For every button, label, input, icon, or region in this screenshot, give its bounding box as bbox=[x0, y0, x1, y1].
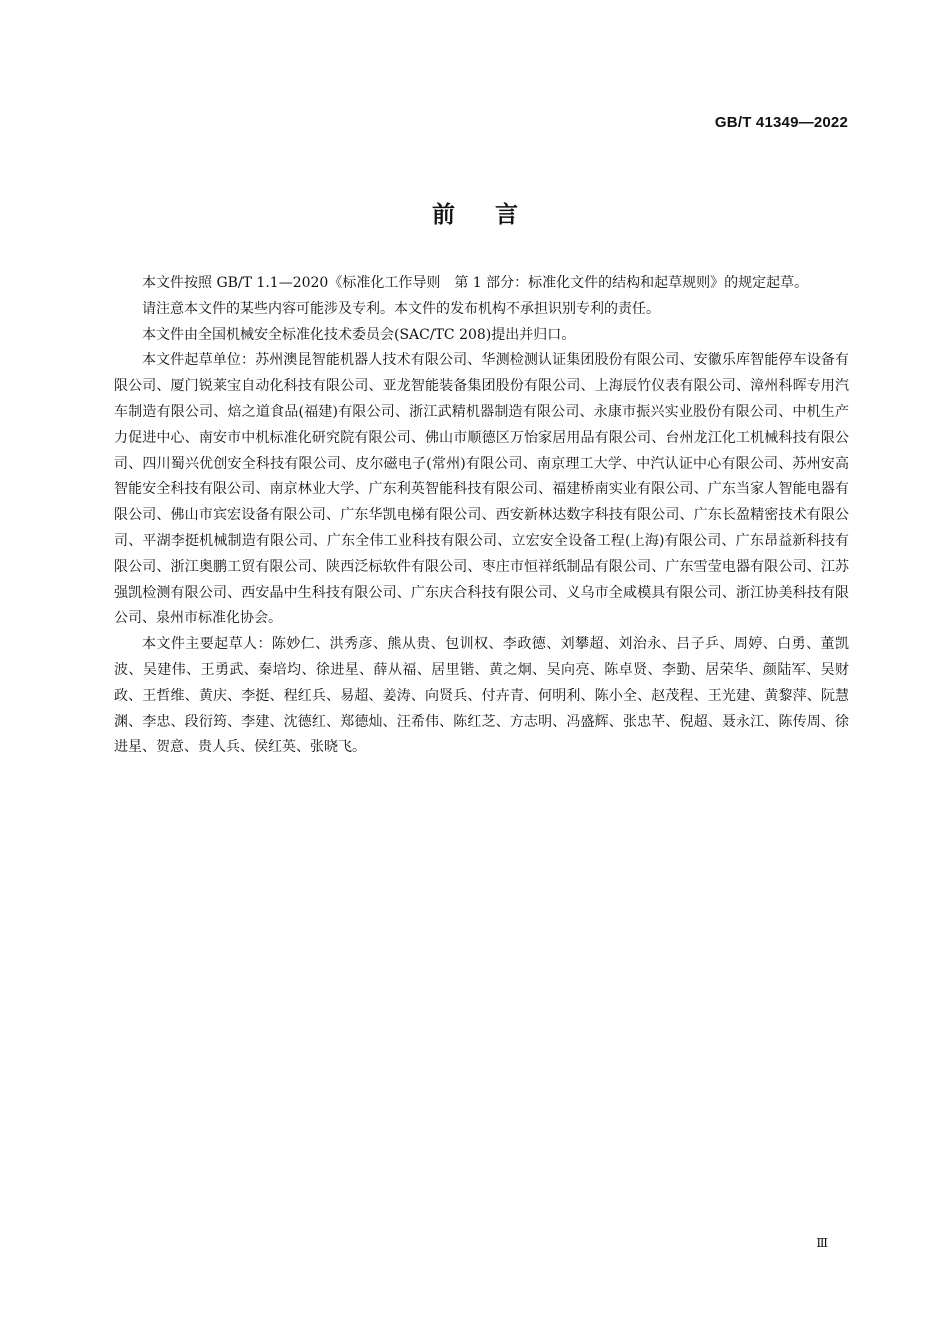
paragraph-patent-notice: 请注意本文件的某些内容可能涉及专利。本文件的发布机构不承担识别专利的责任。 bbox=[142, 300, 660, 317]
document-code: GB/T 41349—2022 bbox=[714, 114, 848, 131]
title-char-1: 前 bbox=[432, 202, 455, 228]
foreword-body bbox=[114, 271, 849, 761]
page-number: Ⅲ bbox=[816, 1236, 828, 1250]
paragraph-drafting-rules: 本文件按照 GB/T 1.1—2020《标准化工作导则 第 1 部分：标准化文件的结构和起草规则》的规定起草。 bbox=[142, 275, 809, 291]
paragraph-committee: 本文件由全国机械安全标准化技术委员会(SAC/TC 208)提出并归口。 bbox=[142, 326, 576, 343]
page-title bbox=[0, 196, 950, 229]
title-char-2: 言 bbox=[495, 202, 518, 228]
paragraph-drafting-units: 本文件起草单位：苏州澳昆智能机器人技术有限公司、华测检测认证集团股份有限公司、安徽乐库智能停车设备有限公司、厦门锐莱宝自动化科技有限公司、亚龙智能装备集团股份有限公司、上海辰竹仪表有限公司、漳州科晖专用汽车制造有限公司、焙之道食品(福建)有限公司、浙江武精机器制造有限公司、永康市振兴实业股份有限公司、中机生产力促进中心、南安市中机标准化研究院有限公司、佛山市顺德区万怡家居用品有限公司、台州龙江化工机械科技有限公司、四川蜀兴优创安全科技有限公司、皮尔磁电子(常州)有限公司、南京理工大学、中汽认证中心有限公司、苏州安高智能安全科技有限公司、南京林业大学、广东利英智能科技有限公司、福建桥南实业有限公司、广东当家人智能电器有限公司、佛山市宾宏设备有限公司、广东华凯电梯有限公司、西安新林达数字科技有限公司、广东长盈精密技术有限公司、平湖李挺机械制造有限公司、广东全伟工业科技有限公司、立宏安全设备工程(上海)有限公司、广东昂益新科技有限公司、浙江奥鹏工贸有限公司、陕西泛标软件有限公司、枣庄市恒祥纸制品有限公司、广东雪莹电器有限公司、江苏强凯检测有限公司、西安晶中生科技有限公司、广东庆合科技有限公司、义乌市全咸模具有限公司、浙江协美科技有限公司、泉州市标准化协会。 bbox=[114, 352, 849, 627]
paragraph-drafters: 本文件主要起草人：陈妙仁、洪秀彦、熊从贵、包训权、李政德、刘攀超、刘治永、吕子乒、周婷、白勇、董凯波、吴建伟、王勇武、秦培均、徐进星、薛从福、居里锴、黄之炯、吴向亮、陈卓贤、李勤、居荣华、颜陆军、吴财政、王哲维、黄庆、李挺、程红兵、易超、姜涛、向贤兵、付卉青、何明利、陈小全、赵茂程、王光建、黄黎萍、阮慧渊、李忠、段衍筠、李建、沈德红、郑德灿、汪希伟、陈红芝、方志明、冯盛辉、张忠芊、倪超、聂永江、陈传周、徐进星、贺意、贵人兵、侯红英、张晓飞。 bbox=[114, 636, 849, 756]
